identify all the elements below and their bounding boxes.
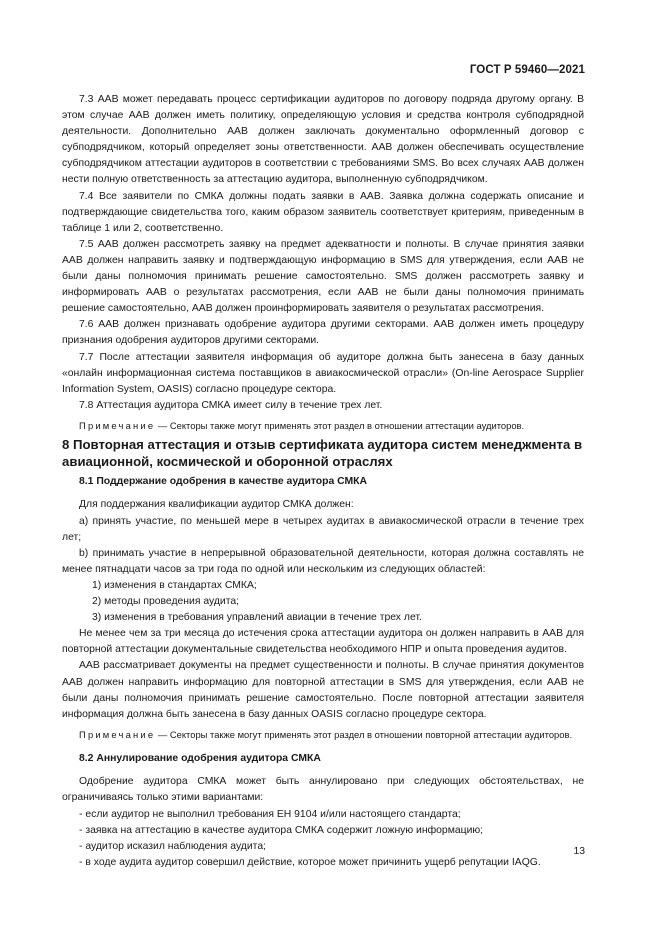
clause-7-3: 7.3 ААВ может передавать процесс сертификации аудиторов по договору подряда другому органу. В этом случае ААВ должен иметь политику, определяющую условия и средства контроля субподрядной деятельности. Дополнительно ААВ должен заключать документально оформленный договор с субподрядчиком, который определяет зоны ответственности. ААВ должен обеспечивать осуществление субподрядчиком аттестации аудиторов в соответствии с требованиями SMS. Во всех случаях ААВ должен нести полную ответственность за аттестацию аудитора, выполненную субподрядчиком. bbox=[62, 94, 584, 186]
clause-8-1-b: b) принимать участие в непрерывной образовательной деятельности, которая должна составлять не менее пятнадцати часов за три года по одной или нескольким из следующих областей: bbox=[62, 547, 584, 575]
note-label: Примечание bbox=[79, 728, 156, 740]
note-text: — Секторы также могут применять этот раздел в отношении повторной аттестации аудиторов. bbox=[155, 728, 573, 740]
clause-7-8: 7.8 Аттестация аудитора СМКА имеет силу в течение трех лет. bbox=[79, 399, 383, 411]
note-text: — Секторы также могут применять этот раздел в отношении аттестации аудиторов. bbox=[155, 419, 525, 431]
subsection-8-2-heading: 8.2 Аннулирование одобрения аудитора СМКА bbox=[79, 753, 321, 765]
section-8-heading: 8 Повторная аттестация и отзыв сертификата аудитора систем менеджмента в авиационной, космической и оборонной отраслях bbox=[62, 437, 583, 470]
clause-7-4: 7.4 Все заявители по СМКА должны подать заявки в ААВ. Заявка должна содержать описание и подтверждающие свидетельства того, каким образом заявитель соответствует критериям, приведенным в таблице 1 или 2, соответственно. bbox=[62, 190, 584, 234]
list-item: 1) изменения в стандартах СМКА; bbox=[92, 579, 257, 591]
clause-8-1-a: a) принять участие, по меньшей мере в четырех аудитах в авиакосмической отрасли в течение трех лет; bbox=[62, 515, 584, 543]
note-label: Примечание bbox=[79, 419, 156, 431]
standard-designation: ГОСТ Р 59460—2021 bbox=[469, 64, 585, 76]
clause-7-7: 7.7 После аттестации заявителя информация об аудиторе должна быть занесена в базу данных «онлайн информационная система поставщиков в авиакосмической отрасли» (On-line Aerospace Supplier Information System, OASIS) согласно процедуре сектора. bbox=[62, 351, 584, 395]
list-item: 2) методы проведения аудита; bbox=[92, 596, 240, 608]
list-item: - заявка на аттестацию в качестве аудитора СМКА содержит ложную информацию; bbox=[79, 824, 484, 836]
clause-8-1-review: ААВ рассматривает документы на предмет существенности и полноты. В случае принятия документов ААВ должен направить информацию для повторной аттестации в SMS для утверждения, если ААВ не были даны полномочия принимать решение самостоятельно. После повторной аттестации заявителя информация должна быть занесена в базу данных OASIS согласно процедуре сектора. bbox=[62, 660, 584, 720]
list-item: - аудитор исказил наблюдения аудита; bbox=[79, 840, 266, 852]
list-item: - если аудитор не выполнил требования ЕН 9104 и/или настоящего стандарта; bbox=[79, 808, 461, 820]
list-item: 3) изменения в требования управлений авиации в течение трех лет. bbox=[92, 612, 422, 624]
document-body bbox=[62, 92, 584, 871]
page-number: 13 bbox=[573, 846, 585, 857]
clause-8-1-deadline: Не менее чем за три месяца до истечения срока аттестации аудитора он должен направить в ААВ для повторной аттестации документальные свидетельства необходимого НПР и опыта проведения аудитов. bbox=[62, 628, 584, 656]
clause-8-1-intro: Для поддержания квалификации аудитор СМКА должен: bbox=[79, 499, 354, 511]
list-item: - в ходе аудита аудитор совершил действие, которое может причинить ущерб репутации IAQG. bbox=[79, 856, 541, 868]
clause-8-2-intro: Одобрение аудитора СМКА может быть аннулировано при следующих обстоятельствах, не ограничиваясь только этими вариантами: bbox=[62, 776, 584, 804]
clause-7-5: 7.5 ААВ должен рассмотреть заявку на предмет адекватности и полноты. В случае принятия заявки ААВ должен направить заявку и подтверждающую информацию в SMS для утверждения, если ААВ не были даны полномочия принимать решение самостоятельно. SMS должен рассмотреть заявку и информировать ААВ о результатах рассмотрения, если ААВ не были даны полномочия принимать решение самостоятельно, ААВ должен проинформировать заявителя о результатах рассмотрения. bbox=[62, 238, 584, 315]
clause-7-6: 7.6 ААВ должен признавать одобрение аудитора другими секторами. ААВ должен иметь процедуру признания одобрения аудиторов другими секторами. bbox=[62, 319, 584, 347]
note-section-7 bbox=[62, 419, 584, 433]
note-section-8-1 bbox=[62, 728, 584, 742]
subsection-8-1-heading: 8.1 Поддержание одобрения в качестве аудитора СМКА bbox=[79, 476, 368, 488]
